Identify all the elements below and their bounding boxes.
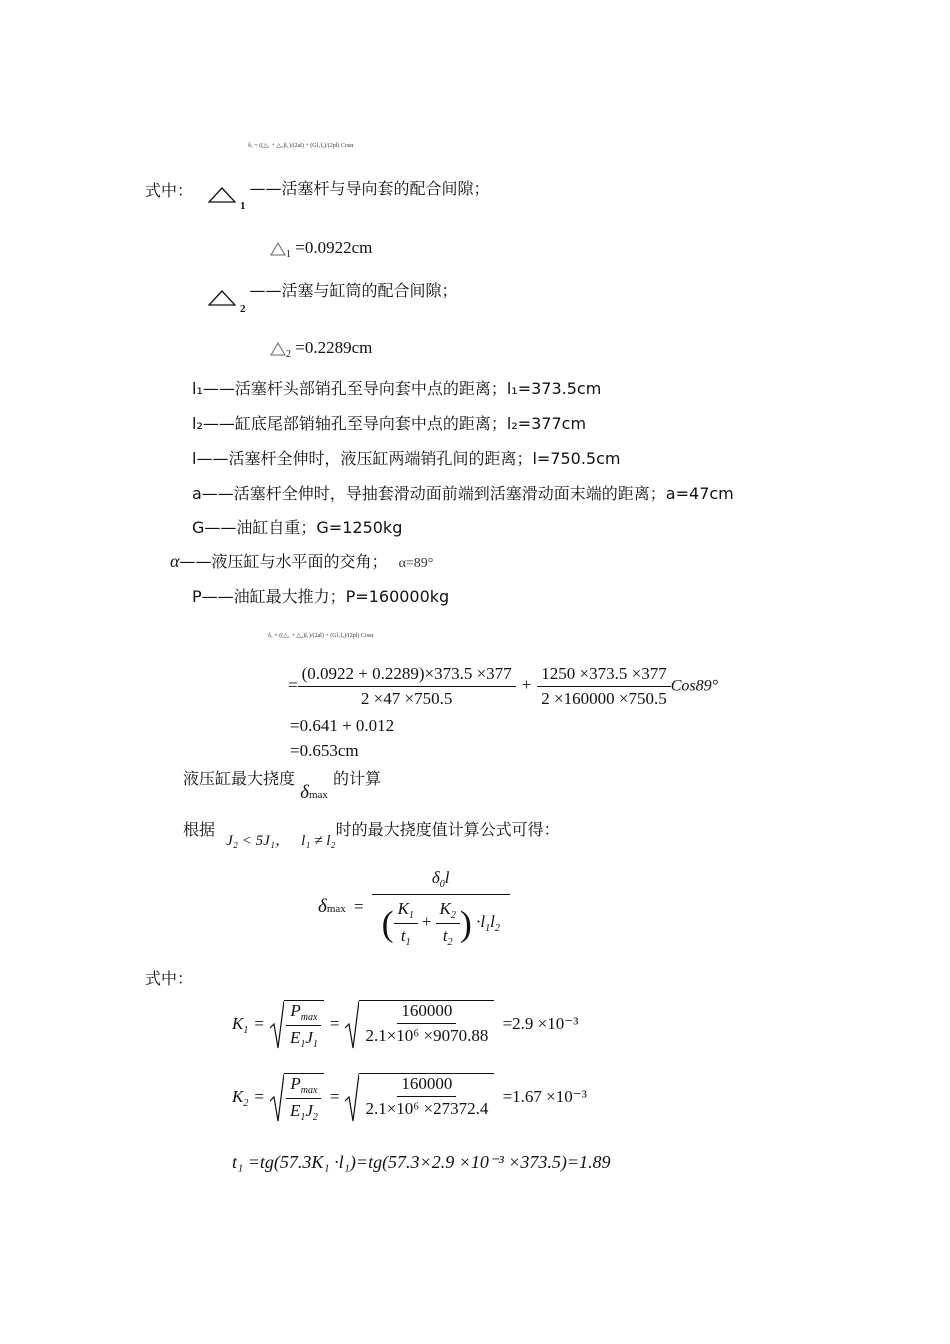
triangle-icon (208, 289, 236, 307)
where-label-2: 式中： (145, 969, 194, 988)
def-p: P——油缸最大推力；P=160000kg (192, 587, 450, 606)
k2-formula: $K_2$ = $\frac{P_{max}}{E_1J_2}$ = $\frac{160000}{\text{2.1×10⁶ ×27372.4}}$ =1.67 ×10⁻³ (232, 1074, 587, 1123)
delta1-value: $_1$ =0.0922cm (270, 238, 372, 260)
triangle-icon (208, 186, 236, 204)
calculation-line-1: = $\frac{(0.0922 + 0.2289)\times 373.5 \times 377}{2 \times 47 \times 750.5}$ + $\frac{1250 \times 373.5 \times 377}{2 \times 160000 \times 750.5}$ Cos89° (288, 664, 719, 708)
delta2-definition: $_2$——活塞与缸筒的配合间隙； (208, 278, 458, 315)
calculation-line-2: =0.641 + 0.012 (290, 716, 395, 735)
delta-max-formula: δmax = $\delta_0l$ ( $\frac{K_1}{t_1}$ + $\frac{K_2}{t_2}$ ) $\cdot l_1l_2$ (318, 868, 510, 948)
def-alpha: α——液压缸与水平面的交角； α=89° (170, 551, 434, 571)
t1-formula: t₁ =tg(57.3K₁ ·l₁)=tg(57.3×2.9 ×10⁻³ ×373.5)=1.89 (232, 1152, 611, 1172)
basis-line: 根据 J₂ < 5J₁， l₁ ≠ l₂时的最大挠度值计算公式可得： (183, 820, 560, 849)
calculation-line-3: =0.653cm (290, 741, 359, 760)
def-l2: l₂——缸底尾部销轴孔至导向套中点的距离；l₂=377cm (192, 414, 587, 433)
formula-small-2: δ₁ = ((△₁ + △₂)l₁)/(2al) + (Gl₁l₂)/(2pl) Cosα (268, 633, 374, 639)
where-label: 式中： (145, 181, 194, 200)
delta2-value: $_2$ =0.2289cm (270, 338, 372, 360)
delta1-definition: $_1$——活塞杆与导向套的配合间隙； (208, 176, 490, 212)
triangle-icon (270, 242, 286, 256)
deflection-heading: 液压缸最大挠度 δmax 的计算 (183, 769, 382, 803)
delta-max-symbol: δmax (300, 782, 328, 803)
def-l: l——活塞杆全伸时，液压缸两端销孔间的距离；l=750.5cm (192, 449, 621, 468)
def-l1: l₁——活塞杆头部销孔至导向套中点的距离；l₁=373.5cm (192, 379, 602, 398)
def-g: G——油缸自重；G=1250kg (192, 518, 403, 537)
triangle-icon (270, 342, 286, 356)
formula-small-1: δ₁ = ((△₁ + △₂)l₁)/(2al) + (Gl₁l₂)/(2pl) Cosα (248, 143, 354, 149)
k1-formula: $K_1$ = $\frac{P_{max}}{E_1J_1}$ = $\frac{160000}{\text{2.1×10⁶ ×9070.88}}$ =2.9 ×10⁻³ (232, 1001, 579, 1050)
def-a: a——活塞杆全伸时，导抽套滑动面前端到活塞滑动面末端的距离；a=47cm (192, 484, 734, 503)
